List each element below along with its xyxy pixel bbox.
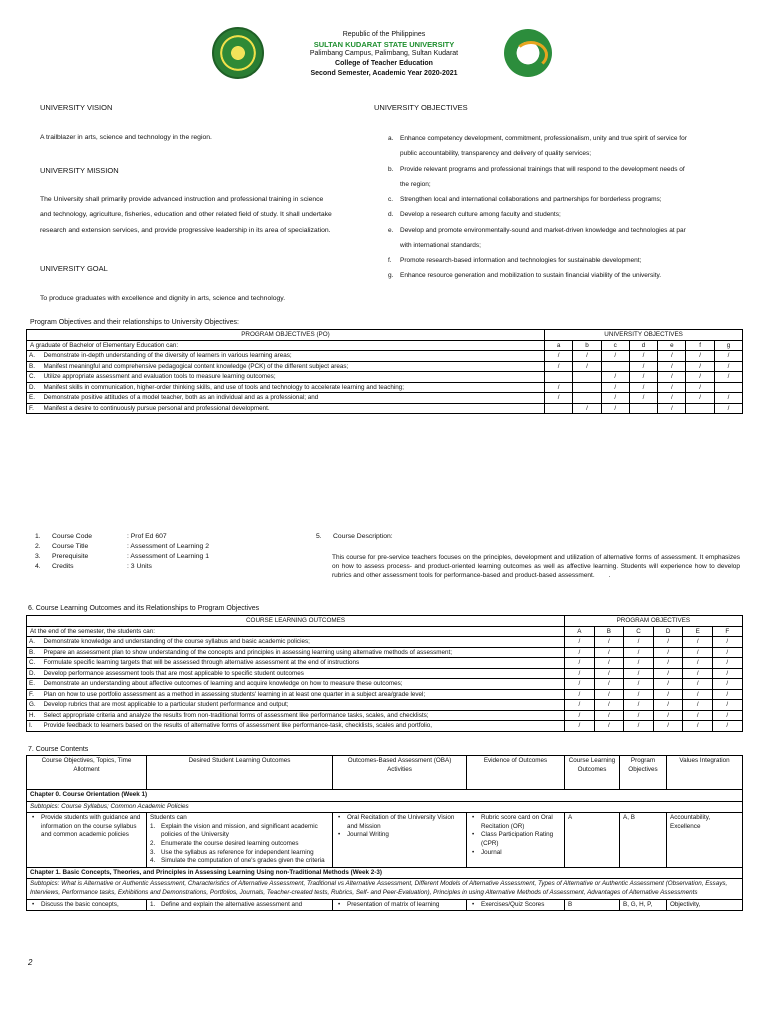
- objective-line: Provide relevant programs and professional trainings that will respond to the development needs of: [400, 165, 685, 173]
- row-mark: /: [653, 721, 683, 732]
- row-id: H.: [27, 710, 41, 721]
- row-mark: [686, 403, 714, 414]
- description-heading: Course Description:: [333, 533, 393, 540]
- po-table-title: Program Objectives and their relationships to University Objectives:: [30, 319, 239, 326]
- table-row: [27, 679, 743, 690]
- row-mark: /: [714, 351, 742, 362]
- objectives-heading: UNIVERSITY OBJECTIVES: [374, 103, 468, 112]
- course-info-row: [35, 543, 209, 553]
- table-row: [27, 721, 743, 732]
- clo-table-title: 6. Course Learning Outcomes and its Relationships to Program Objectives: [28, 605, 260, 612]
- vision-heading: UNIVERSITY VISION: [40, 103, 113, 112]
- objective-letter: c.: [388, 196, 394, 204]
- row-text: Demonstrate knowledge and understanding of the course syllabus and basic academic policies;: [41, 637, 565, 648]
- row-mark: /: [545, 393, 573, 404]
- row-mark: /: [712, 689, 742, 700]
- row-mark: /: [712, 668, 742, 679]
- table-row: [27, 382, 743, 393]
- chapter0-subtopics: Subtopics: Course Syllabus; Common Academic Policies: [27, 801, 743, 813]
- row-mark: /: [629, 351, 657, 362]
- chapter1-dslo-num: 1.: [150, 900, 156, 908]
- row-text: Demonstrate an understanding about affective outcomes of learning and acquire knowledge on how to measure these outcomes;: [41, 679, 565, 690]
- row-mark: /: [714, 403, 742, 414]
- contents-header: Program Objectives: [620, 756, 667, 790]
- course-info: [35, 533, 209, 573]
- row-mark: [573, 382, 601, 393]
- column-letter: C: [624, 626, 654, 637]
- row-mark: /: [624, 721, 654, 732]
- row-mark: /: [653, 637, 683, 648]
- row-mark: /: [624, 668, 654, 679]
- objective-line: Develop and promote environmentally-sound and market-driven knowledge and technologies at par: [400, 226, 686, 234]
- objective-line: Enhance resource generation and mobilization to sustain financial viability of the university.: [400, 272, 662, 280]
- table-intro: At the end of the semester, the students can:: [27, 626, 565, 637]
- objective-item: [374, 268, 736, 283]
- row-id: E.: [27, 393, 41, 404]
- contents-header: Desired Student Learning Outcomes: [147, 756, 333, 790]
- row-mark: /: [594, 710, 624, 721]
- row-text: Provide feedback to learners based on the results of alternative forms of assessment like performance-task, checklists, scales and portfolio,: [41, 721, 565, 732]
- objective-text: [400, 192, 662, 207]
- po-relationship-table: [26, 329, 743, 414]
- row-mark: /: [565, 647, 595, 658]
- row-id: B.: [27, 647, 41, 658]
- row-id: F.: [27, 403, 41, 414]
- dslo-item: [150, 849, 329, 858]
- row-mark: /: [545, 361, 573, 372]
- evidence-item: • Journal: [470, 849, 561, 858]
- row-mark: /: [653, 647, 683, 658]
- row-mark: /: [565, 710, 595, 721]
- objective-item: [374, 162, 736, 193]
- dslo-text: Simulate the computation of one's grades given the criteria: [161, 857, 325, 865]
- mission-line: research and extension services, and provide progressive leadership in its area of specialization.: [40, 226, 331, 234]
- row-mark: /: [629, 382, 657, 393]
- clo-po-header: PROGRAM OBJECTIVES: [565, 616, 743, 627]
- row-mark: /: [594, 700, 624, 711]
- objective-line: Develop a research culture among faculty and students;: [400, 211, 561, 219]
- row-mark: [545, 403, 573, 414]
- row-mark: [573, 372, 601, 383]
- objective-item: [374, 223, 736, 254]
- vision-text: A trailblazer in arts, science and technology in the region.: [40, 134, 212, 141]
- objective-letter: d.: [388, 211, 394, 219]
- course-info-value: : Assessment of Learning 2: [127, 543, 209, 550]
- row-mark: /: [594, 658, 624, 669]
- objective-line: Strengthen local and international collaborations and partnerships for borderless programs;: [400, 196, 662, 204]
- row-text: Develop rubrics that are most applicable to a particular student performance and output;: [41, 700, 565, 711]
- row-id: I.: [27, 721, 41, 732]
- course-contents-table: [26, 755, 743, 911]
- row-mark: /: [653, 679, 683, 690]
- objective-letter: a.: [388, 135, 394, 142]
- course-info-num: 2.: [35, 543, 41, 550]
- objective-item: [374, 253, 736, 268]
- row-mark: /: [686, 372, 714, 383]
- row-text: Develop performance assessment tools that are most applicable to specific student outcomes: [41, 668, 565, 679]
- header-university: SULTAN KUDARAT STATE UNIVERSITY: [313, 40, 455, 49]
- chapter0-clo: A: [565, 813, 620, 868]
- dslo-num: 4.: [150, 857, 156, 865]
- course-info-value: : Assessment of Learning 1: [127, 553, 209, 560]
- row-mark: /: [712, 679, 742, 690]
- course-info-label: Credits: [52, 563, 74, 570]
- row-mark: /: [712, 637, 742, 648]
- column-letter: A: [565, 626, 595, 637]
- contents-header: Course Objectives, Topics, Time Allotment: [27, 756, 147, 790]
- row-text: Demonstrate positive attitudes of a model teacher, both as an individual and as a professional; and: [41, 393, 545, 404]
- chapter1-values: Objectivity,: [667, 899, 743, 911]
- table-row: [27, 689, 743, 700]
- row-text: Manifest a desire to continuously pursue personal and professional development.: [41, 403, 545, 414]
- contents-title: 7. Course Contents: [28, 746, 89, 753]
- chapter1-title: Chapter 1. Basic Concepts, Theories, and Principles in Assessing Learning Using non-Traditional Methods (Week 2-3): [27, 867, 743, 879]
- table-row: [27, 700, 743, 711]
- objective-line: Promote research-based information and technologies for sustainable development;: [400, 257, 642, 265]
- row-text: Manifest skills in communication, higher-order thinking skills, and use of tools and technology to accelerate learning and teaching;: [41, 382, 545, 393]
- objective-text: [400, 131, 687, 162]
- row-text: Prepare an assessment plan to show understanding of the concepts and principles in assessing learning using alternative methods of assessment;: [41, 647, 565, 658]
- course-info-label: Course Title: [52, 543, 89, 550]
- objective-line: the region;: [400, 180, 431, 188]
- header-republic: Republic of the Philippines: [342, 31, 426, 38]
- row-mark: /: [601, 351, 629, 362]
- evidence-item: • Class Participation Rating (CPR): [470, 831, 561, 848]
- row-mark: /: [653, 710, 683, 721]
- dslo-text: Use the syllabus as reference for independent learning: [161, 848, 314, 856]
- row-mark: /: [601, 382, 629, 393]
- objective-line: with international standards;: [400, 241, 481, 249]
- chapter1-oba: • Presentation of matrix of learning: [336, 901, 463, 910]
- row-mark: /: [624, 700, 654, 711]
- course-description-trailing: .: [608, 572, 611, 580]
- objectives-list: [374, 131, 736, 284]
- column-letter: f: [686, 340, 714, 351]
- course-info-value: : 3 Units: [127, 563, 152, 570]
- column-letter: e: [658, 340, 686, 351]
- course-info-row: [35, 553, 209, 563]
- row-mark: /: [601, 393, 629, 404]
- row-id: C.: [27, 658, 41, 669]
- row-mark: /: [683, 700, 713, 711]
- course-info-label: Prerequisite: [52, 553, 89, 560]
- objective-text: [400, 207, 561, 222]
- dslo-item: [150, 840, 329, 849]
- column-letter: b: [573, 340, 601, 351]
- row-mark: /: [565, 721, 595, 732]
- row-mark: [545, 372, 573, 383]
- row-mark: /: [712, 658, 742, 669]
- row-text: Demonstrate in-depth understanding of the diversity of learners in various learning areas;: [41, 351, 545, 362]
- row-mark: /: [683, 689, 713, 700]
- course-description: [332, 553, 740, 581]
- row-mark: /: [658, 382, 686, 393]
- column-letter: F: [712, 626, 742, 637]
- mission-line: The University shall primarily provide advanced instruction and professional training in science: [40, 196, 324, 203]
- row-mark: /: [624, 710, 654, 721]
- course-info-value: : Prof Ed 607: [127, 533, 167, 540]
- objective-text: [400, 253, 641, 268]
- row-mark: /: [653, 658, 683, 669]
- row-text: Plan on how to use portfolio assessment as a method in assessing students' learning in at least one quarter in a subject area/grade level;: [41, 689, 565, 700]
- row-id: D.: [27, 668, 41, 679]
- description-num: 5.: [316, 533, 322, 540]
- course-info-row: [35, 563, 209, 573]
- course-info-label: Course Code: [52, 533, 93, 540]
- row-mark: /: [565, 689, 595, 700]
- chapter1-evidence: • Exercises/Quiz Scores: [470, 901, 561, 910]
- goal-heading: UNIVERSITY GOAL: [40, 264, 108, 273]
- objective-line: public accountability, transparency and delivery of quality services;: [400, 150, 592, 158]
- column-letter: g: [714, 340, 742, 351]
- contents-header: Outcomes-Based Assessment (OBA) Activities: [333, 756, 467, 790]
- header-campus: Palimbang Campus, Palimbang, Sultan Kudarat: [309, 50, 459, 57]
- row-mark: /: [629, 372, 657, 383]
- column-letter: d: [629, 340, 657, 351]
- chapter1-subtopics: Subtopics: What is Alternative or Authentic Assessment, Characteristics of Alternative Assessment, Traditional vs Alternative Assessment, Different Models of Alternative Assessment, Types of Alternative or Authentic Assessment (Observation, Essays, Interviews, Performance tasks, Exhibitions and Demonstrations, Portfolios, Journals, Teacher-created tests, Rubrics, Self- and Peer-Evaluation), Principles in using Alternative Methods of Assessment, Advantages of Alternative Assessments: [27, 879, 743, 899]
- row-mark: /: [594, 679, 624, 690]
- mission-line: and technology, agriculture, fisheries, education and other related field of study. It shall undertake: [40, 211, 332, 219]
- row-mark: /: [629, 393, 657, 404]
- header-semester: Second Semester, Academic Year 2020-2021: [310, 70, 458, 77]
- table-row: [27, 658, 743, 669]
- row-id: D.: [27, 382, 41, 393]
- table-row: [27, 647, 743, 658]
- row-text: Select appropriate criteria and analyze the results from non-traditional forms of assessment like performance tasks, scales, and checklists;: [41, 710, 565, 721]
- row-mark: /: [545, 382, 573, 393]
- dslo-item: [150, 857, 329, 866]
- chapter0-objective: • Provide students with guidance and information on the course syllabus and common academic policies: [30, 814, 143, 840]
- table-row: [27, 668, 743, 679]
- row-mark: /: [573, 361, 601, 372]
- po-header: PROGRAM OBJECTIVES (PO): [27, 330, 545, 341]
- row-mark: /: [683, 647, 713, 658]
- objective-text: [400, 223, 686, 254]
- row-mark: [573, 393, 601, 404]
- chapter1-po: B, G, H, P,: [620, 899, 667, 911]
- objective-line: Enhance competency development, commitment, professionalism, unity and true spirit of service for: [400, 135, 687, 142]
- row-mark: /: [565, 668, 595, 679]
- oba-item: • Oral Recitation of the University Vision and Mission: [336, 814, 463, 831]
- row-mark: /: [545, 351, 573, 362]
- objective-item: [374, 207, 736, 222]
- row-mark: /: [686, 393, 714, 404]
- row-mark: /: [629, 361, 657, 372]
- row-mark: [714, 382, 742, 393]
- row-id: A.: [27, 637, 41, 648]
- row-mark: /: [565, 637, 595, 648]
- table-row: [27, 372, 743, 383]
- objective-item: [374, 131, 736, 162]
- objective-letter: g.: [388, 272, 394, 280]
- oba-item: • Journal Writing: [336, 831, 463, 840]
- table-row: [27, 637, 743, 648]
- table-subheader-row: [27, 340, 743, 351]
- college-logo: [504, 29, 552, 77]
- dslo-num: 3.: [150, 848, 156, 856]
- column-letter: E: [683, 626, 713, 637]
- row-id: A.: [27, 351, 41, 362]
- chapter1-objective: • Discuss the basic concepts,: [30, 901, 143, 910]
- contents-header: Values Integration: [667, 756, 743, 790]
- row-mark: /: [565, 700, 595, 711]
- table-row: [27, 351, 743, 362]
- row-mark: /: [658, 361, 686, 372]
- row-text: Manifest meaningful and comprehensive pedagogical content knowledge (PCK) of the different subject areas;: [41, 361, 545, 372]
- row-mark: /: [686, 351, 714, 362]
- row-mark: [629, 403, 657, 414]
- row-mark: /: [601, 372, 629, 383]
- table-row: [27, 361, 743, 372]
- page-number: 2: [28, 958, 33, 967]
- uo-header: UNIVERSITY OBJECTIVES: [545, 330, 743, 341]
- chapter0-po: A, B: [620, 813, 667, 868]
- row-mark: /: [624, 637, 654, 648]
- dslo-item: [150, 823, 329, 840]
- objective-letter: b.: [388, 165, 394, 173]
- column-letter: a: [545, 340, 573, 351]
- objective-item: [374, 192, 736, 207]
- course-info-num: 4.: [35, 563, 41, 570]
- goal-text: To produce graduates with excellence and dignity in arts, science and technology.: [40, 295, 286, 302]
- row-mark: /: [658, 393, 686, 404]
- row-id: C.: [27, 372, 41, 383]
- row-mark: /: [712, 700, 742, 711]
- chapter1-clo: B: [565, 899, 620, 911]
- row-mark: /: [658, 351, 686, 362]
- row-mark: /: [683, 679, 713, 690]
- course-info-num: 1.: [35, 533, 41, 540]
- chapter1-dslo: Define and explain the alternative assessment and: [161, 900, 303, 908]
- course-info-row: [35, 533, 209, 543]
- dslo-num: 1.: [150, 822, 156, 830]
- dslo-num: 2.: [150, 839, 156, 847]
- row-mark: /: [658, 403, 686, 414]
- mission-text: [40, 192, 370, 238]
- row-mark: /: [658, 372, 686, 383]
- chapter0-evidence-list: [470, 814, 561, 857]
- row-mark: /: [714, 361, 742, 372]
- table-row: [27, 393, 743, 404]
- row-mark: /: [594, 668, 624, 679]
- dslo-text: Enumerate the course desired learning outcomes: [161, 839, 299, 847]
- row-mark: /: [624, 658, 654, 669]
- table-subheader-row: [27, 626, 743, 637]
- row-mark: /: [624, 647, 654, 658]
- evidence-item: • Rubric score card on Oral Recitation (OR): [470, 814, 561, 831]
- row-id: E.: [27, 679, 41, 690]
- table-row: [27, 403, 743, 414]
- row-mark: /: [714, 393, 742, 404]
- row-mark: /: [653, 689, 683, 700]
- dslo-text: Explain the vision and mission, and significant academic policies of the University: [161, 822, 318, 839]
- chapter0-title: Chapter 0. Course Orientation (Week 1): [27, 790, 743, 802]
- table-row: [27, 710, 743, 721]
- row-mark: /: [683, 721, 713, 732]
- row-mark: /: [573, 403, 601, 414]
- row-mark: /: [653, 700, 683, 711]
- row-mark: [601, 361, 629, 372]
- column-letter: D: [653, 626, 683, 637]
- row-mark: /: [714, 372, 742, 383]
- objective-letter: e.: [388, 226, 394, 234]
- objective-letter: f.: [388, 257, 392, 265]
- objective-text: [400, 162, 685, 193]
- row-mark: /: [624, 689, 654, 700]
- row-mark: /: [594, 689, 624, 700]
- row-text: Utilize appropriate assessment and evaluation tools to measure learning outcomes;: [41, 372, 545, 383]
- chapter0-oba-list: [336, 814, 463, 840]
- row-mark: /: [686, 361, 714, 372]
- course-description-text: This course for pre-service teachers focuses on the principles, development and utilization of alternative forms of assessment. It emphasizes on how to assess process- and product-oriented learning outcomes as well as affective learning. Students will experience how to develop rubrics and other assessment tools for performance-based and product-based assessment.: [332, 554, 740, 580]
- row-mark: /: [686, 382, 714, 393]
- clo-header: COURSE LEARNING OUTCOMES: [27, 616, 565, 627]
- row-mark: /: [683, 668, 713, 679]
- row-mark: /: [565, 658, 595, 669]
- row-mark: /: [601, 403, 629, 414]
- contents-header: Evidence of Outcomes: [467, 756, 565, 790]
- chapter0-values: Accountability, Excellence: [667, 813, 743, 868]
- row-mark: /: [712, 647, 742, 658]
- row-mark: /: [683, 710, 713, 721]
- objective-text: [400, 268, 661, 283]
- table-intro: A graduate of Bachelor of Elementary Education can:: [27, 340, 545, 351]
- row-mark: /: [712, 710, 742, 721]
- column-letter: B: [594, 626, 624, 637]
- row-id: G.: [27, 700, 41, 711]
- mission-heading: UNIVERSITY MISSION: [40, 166, 119, 175]
- row-id: F.: [27, 689, 41, 700]
- clo-relationship-table: [26, 615, 743, 732]
- row-text: Formulate specific learning targets that will be assessed through alternative assessment at the end of instructions: [41, 658, 565, 669]
- row-mark: /: [653, 668, 683, 679]
- row-mark: /: [565, 679, 595, 690]
- column-letter: c: [601, 340, 629, 351]
- course-info-num: 3.: [35, 553, 41, 560]
- header-college: College of Teacher Education: [335, 60, 433, 67]
- contents-header: Course Learning Outcomes: [565, 756, 620, 790]
- chapter0-dslo-intro: Students can: [150, 814, 187, 822]
- row-mark: /: [683, 637, 713, 648]
- chapter0-dslo-list: [150, 823, 329, 866]
- row-mark: /: [594, 721, 624, 732]
- row-id: B.: [27, 361, 41, 372]
- row-mark: /: [624, 679, 654, 690]
- row-mark: /: [712, 721, 742, 732]
- university-seal-logo: [212, 27, 264, 79]
- row-mark: /: [594, 647, 624, 658]
- row-mark: /: [683, 658, 713, 669]
- row-mark: /: [594, 637, 624, 648]
- row-mark: /: [573, 351, 601, 362]
